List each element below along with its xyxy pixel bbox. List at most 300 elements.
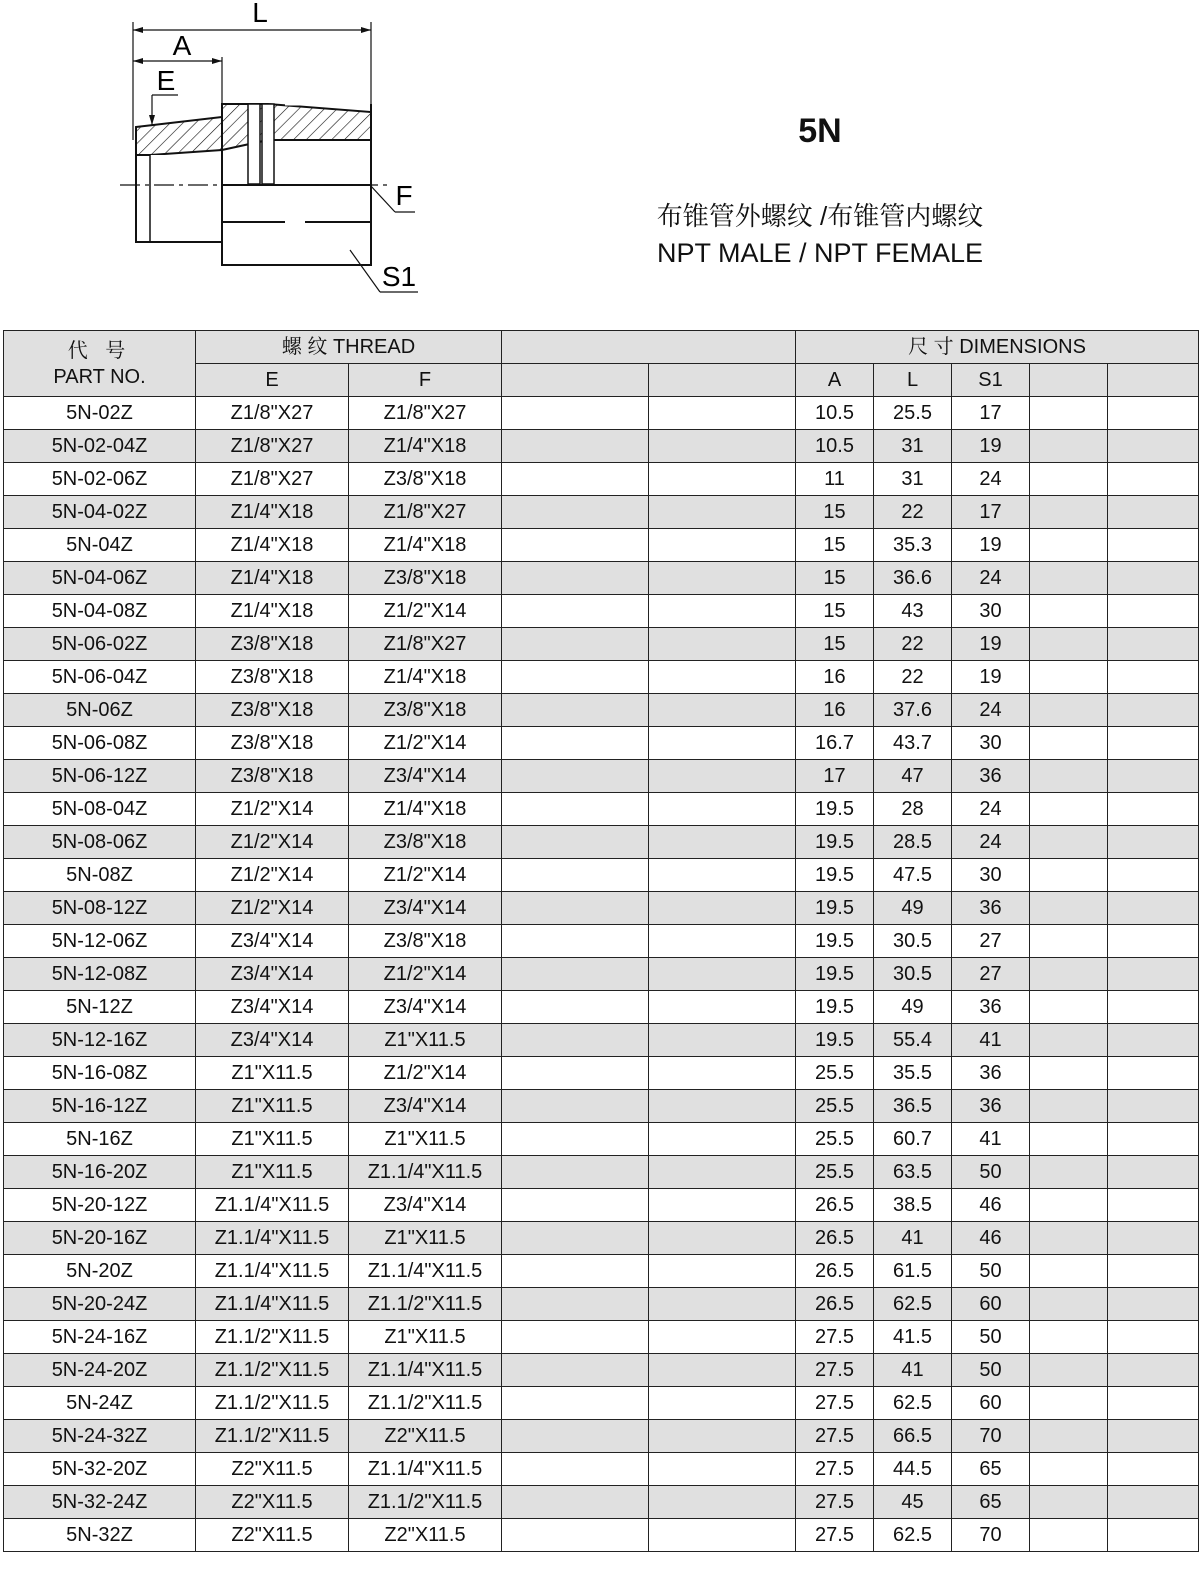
subtitle-chinese: 布锥管外螺纹 /布锥管内螺纹: [656, 201, 984, 231]
dim-a-cell: 10.5: [796, 430, 874, 463]
spec-table: [3, 330, 1199, 1552]
blank-cell: [1030, 1321, 1108, 1354]
blank-cell: [649, 628, 796, 661]
header-blank-2: [649, 364, 796, 397]
blank-cell: [502, 925, 649, 958]
dim-a-cell: 27.5: [796, 1486, 874, 1519]
label-a: A: [172, 30, 192, 61]
dim-l-cell: 44.5: [874, 1453, 952, 1486]
dim-s1-cell: 19: [952, 430, 1030, 463]
dim-l-cell: 35.3: [874, 529, 952, 562]
header-f: F: [349, 364, 502, 397]
part-no-cell: 5N-04-06Z: [4, 562, 196, 595]
blank-cell: [502, 958, 649, 991]
blank-cell: [502, 1321, 649, 1354]
blank-cell: [1108, 562, 1199, 595]
thread-f-cell: Z3/8"X18: [349, 925, 502, 958]
dim-s1-cell: 19: [952, 529, 1030, 562]
blank-cell: [502, 991, 649, 1024]
blank-cell: [502, 892, 649, 925]
dim-l-cell: 45: [874, 1486, 952, 1519]
dim-s1-cell: 50: [952, 1156, 1030, 1189]
blank-cell: [502, 1156, 649, 1189]
thread-f-cell: Z1.1/2"X11.5: [349, 1288, 502, 1321]
thread-e-cell: Z1.1/2"X11.5: [196, 1387, 349, 1420]
blank-cell: [1108, 1486, 1199, 1519]
thread-e-cell: Z3/4"X14: [196, 925, 349, 958]
dim-s1-cell: 36: [952, 892, 1030, 925]
dim-s1-cell: 30: [952, 595, 1030, 628]
thread-e-cell: Z1/4"X18: [196, 595, 349, 628]
blank-cell: [649, 1519, 796, 1552]
part-no-cell: 5N-02-06Z: [4, 463, 196, 496]
dim-a-cell: 15: [796, 562, 874, 595]
blank-cell: [649, 1024, 796, 1057]
blank-cell: [649, 1354, 796, 1387]
dim-a-cell: 25.5: [796, 1156, 874, 1189]
thread-e-cell: Z1.1/2"X11.5: [196, 1354, 349, 1387]
thread-f-cell: Z1/8"X27: [349, 628, 502, 661]
blank-cell: [649, 826, 796, 859]
thread-f-cell: Z1/2"X14: [349, 958, 502, 991]
blank-cell: [502, 1255, 649, 1288]
blank-cell: [1108, 397, 1199, 430]
part-no-cell: 5N-08-12Z: [4, 892, 196, 925]
dim-l-cell: 62.5: [874, 1519, 952, 1552]
thread-f-cell: Z2"X11.5: [349, 1519, 502, 1552]
thread-f-cell: Z1.1/4"X11.5: [349, 1453, 502, 1486]
blank-cell: [649, 1189, 796, 1222]
table-row: [4, 529, 1199, 562]
part-no-cell: 5N-12-06Z: [4, 925, 196, 958]
blank-cell: [502, 661, 649, 694]
dim-a-cell: 16: [796, 661, 874, 694]
blank-cell: [649, 793, 796, 826]
fitting-drawing: [0, 0, 460, 320]
blank-cell: [1030, 1453, 1108, 1486]
blank-cell: [1030, 1420, 1108, 1453]
thread-f-cell: Z1/8"X27: [349, 397, 502, 430]
blank-cell: [1108, 1354, 1199, 1387]
blank-cell: [1108, 463, 1199, 496]
blank-cell: [1030, 397, 1108, 430]
blank-cell: [1030, 793, 1108, 826]
blank-cell: [1030, 1057, 1108, 1090]
thread-f-cell: Z1/4"X18: [349, 430, 502, 463]
blank-cell: [1108, 694, 1199, 727]
blank-cell: [502, 1288, 649, 1321]
blank-cell: [1030, 529, 1108, 562]
part-no-cell: 5N-08Z: [4, 859, 196, 892]
table-row: [4, 859, 1199, 892]
table-row: [4, 1420, 1199, 1453]
blank-cell: [502, 628, 649, 661]
thread-e-cell: Z3/8"X18: [196, 661, 349, 694]
blank-cell: [502, 1123, 649, 1156]
thread-e-cell: Z1/2"X14: [196, 892, 349, 925]
dim-a-cell: 19.5: [796, 826, 874, 859]
blank-cell: [502, 1354, 649, 1387]
part-no-cell: 5N-20-24Z: [4, 1288, 196, 1321]
blank-cell: [1108, 1288, 1199, 1321]
dim-s1-cell: 46: [952, 1189, 1030, 1222]
blank-cell: [1108, 1255, 1199, 1288]
thread-f-cell: Z1/4"X18: [349, 661, 502, 694]
dim-l-cell: 38.5: [874, 1189, 952, 1222]
blank-cell: [1108, 991, 1199, 1024]
dim-l-cell: 43.7: [874, 727, 952, 760]
table-row: [4, 826, 1199, 859]
table-row: [4, 925, 1199, 958]
blank-cell: [1108, 1453, 1199, 1486]
table-row: [4, 892, 1199, 925]
blank-cell: [1030, 496, 1108, 529]
blank-cell: [502, 496, 649, 529]
blank-cell: [649, 1453, 796, 1486]
dim-l-cell: 36.5: [874, 1090, 952, 1123]
table-row: [4, 1024, 1199, 1057]
blank-cell: [1030, 727, 1108, 760]
thread-f-cell: Z3/4"X14: [349, 1090, 502, 1123]
part-no-cell: 5N-20-16Z: [4, 1222, 196, 1255]
thread-f-cell: Z1"X11.5: [349, 1123, 502, 1156]
blank-cell: [502, 1090, 649, 1123]
thread-f-cell: Z1/8"X27: [349, 496, 502, 529]
dim-l-cell: 47.5: [874, 859, 952, 892]
dim-s1-cell: 50: [952, 1321, 1030, 1354]
label-s1: S1: [381, 261, 417, 292]
header-s1: S1: [952, 364, 1030, 397]
dim-s1-cell: 30: [952, 859, 1030, 892]
blank-cell: [1030, 925, 1108, 958]
thread-e-cell: Z1/8"X27: [196, 463, 349, 496]
table-row: [4, 1156, 1199, 1189]
thread-f-cell: Z3/4"X14: [349, 760, 502, 793]
blank-cell: [1108, 727, 1199, 760]
blank-cell: [649, 727, 796, 760]
part-no-cell: 5N-32Z: [4, 1519, 196, 1552]
dim-a-cell: 25.5: [796, 1123, 874, 1156]
table-row: [4, 1321, 1199, 1354]
dim-a-cell: 19.5: [796, 793, 874, 826]
dim-l-cell: 66.5: [874, 1420, 952, 1453]
dim-a-cell: 27.5: [796, 1321, 874, 1354]
table-row: [4, 1057, 1199, 1090]
table-row: [4, 1288, 1199, 1321]
thread-f-cell: Z1.1/4"X11.5: [349, 1255, 502, 1288]
thread-f-cell: Z3/8"X18: [349, 694, 502, 727]
table-row: [4, 463, 1199, 496]
blank-cell: [1030, 1189, 1108, 1222]
table-row: [4, 1222, 1199, 1255]
dim-s1-cell: 36: [952, 1057, 1030, 1090]
dim-s1-cell: 50: [952, 1255, 1030, 1288]
blank-cell: [1108, 1090, 1199, 1123]
blank-cell: [1108, 1519, 1199, 1552]
dim-a-cell: 27.5: [796, 1420, 874, 1453]
blank-cell: [649, 1057, 796, 1090]
blank-cell: [1108, 1321, 1199, 1354]
blank-cell: [649, 1387, 796, 1420]
part-no-cell: 5N-24-20Z: [4, 1354, 196, 1387]
blank-cell: [502, 595, 649, 628]
dim-l-cell: 22: [874, 661, 952, 694]
header-dimensions: 尺 寸 DIMENSIONS: [796, 331, 1199, 364]
thread-f-cell: Z1.1/2"X11.5: [349, 1486, 502, 1519]
header-blank: [502, 331, 796, 364]
blank-cell: [502, 1057, 649, 1090]
dim-s1-cell: 70: [952, 1519, 1030, 1552]
blank-cell: [502, 1024, 649, 1057]
blank-cell: [649, 1288, 796, 1321]
blank-cell: [1030, 1222, 1108, 1255]
dim-s1-cell: 60: [952, 1387, 1030, 1420]
blank-cell: [502, 463, 649, 496]
dim-l-cell: 49: [874, 892, 952, 925]
table-row: [4, 1189, 1199, 1222]
dim-s1-cell: 24: [952, 793, 1030, 826]
blank-cell: [1030, 1354, 1108, 1387]
thread-f-cell: Z1.1/4"X11.5: [349, 1156, 502, 1189]
table-row: [4, 1387, 1199, 1420]
blank-cell: [1108, 430, 1199, 463]
thread-e-cell: Z2"X11.5: [196, 1519, 349, 1552]
blank-cell: [502, 826, 649, 859]
part-no-cell: 5N-20Z: [4, 1255, 196, 1288]
dim-s1-cell: 24: [952, 694, 1030, 727]
dim-l-cell: 63.5: [874, 1156, 952, 1189]
table-row: [4, 496, 1199, 529]
dim-a-cell: 15: [796, 496, 874, 529]
part-no-cell: 5N-04-02Z: [4, 496, 196, 529]
thread-e-cell: Z1.1/4"X11.5: [196, 1222, 349, 1255]
label-l: L: [252, 0, 268, 28]
dim-l-cell: 35.5: [874, 1057, 952, 1090]
table-row: [4, 1486, 1199, 1519]
blank-cell: [1108, 958, 1199, 991]
blank-cell: [1030, 562, 1108, 595]
label-e: E: [156, 65, 176, 96]
table-row: [4, 397, 1199, 430]
dim-l-cell: 28.5: [874, 826, 952, 859]
thread-f-cell: Z2"X11.5: [349, 1420, 502, 1453]
blank-cell: [502, 430, 649, 463]
blank-cell: [649, 694, 796, 727]
blank-cell: [649, 1321, 796, 1354]
thread-f-cell: Z1.1/4"X11.5: [349, 1354, 502, 1387]
dim-l-cell: 36.6: [874, 562, 952, 595]
thread-f-cell: Z1"X11.5: [349, 1321, 502, 1354]
header-thread: 螺 纹 THREAD: [196, 331, 502, 364]
part-no-cell: 5N-12-16Z: [4, 1024, 196, 1057]
dim-l-cell: 31: [874, 430, 952, 463]
dim-s1-cell: 17: [952, 397, 1030, 430]
dim-l-cell: 25.5: [874, 397, 952, 430]
blank-cell: [1108, 1057, 1199, 1090]
thread-e-cell: Z1/2"X14: [196, 793, 349, 826]
dim-l-cell: 62.5: [874, 1288, 952, 1321]
part-no-cell: 5N-24-32Z: [4, 1420, 196, 1453]
thread-e-cell: Z3/4"X14: [196, 958, 349, 991]
blank-cell: [649, 529, 796, 562]
table-row: [4, 958, 1199, 991]
blank-cell: [502, 1519, 649, 1552]
header-part-no: 代 号 PART NO.: [4, 331, 196, 397]
blank-cell: [1030, 430, 1108, 463]
blank-cell: [1108, 496, 1199, 529]
dim-s1-cell: 41: [952, 1123, 1030, 1156]
header-blank-4: [1108, 364, 1199, 397]
dim-l-cell: 60.7: [874, 1123, 952, 1156]
dim-s1-cell: 36: [952, 760, 1030, 793]
dim-l-cell: 41: [874, 1222, 952, 1255]
blank-cell: [649, 562, 796, 595]
header-blank-3: [1030, 364, 1108, 397]
dim-a-cell: 26.5: [796, 1255, 874, 1288]
dim-l-cell: 30.5: [874, 925, 952, 958]
dim-s1-cell: 41: [952, 1024, 1030, 1057]
thread-e-cell: Z1/4"X18: [196, 562, 349, 595]
blank-cell: [1108, 826, 1199, 859]
header-e: E: [196, 364, 349, 397]
thread-e-cell: Z1.1/2"X11.5: [196, 1321, 349, 1354]
blank-cell: [1030, 1255, 1108, 1288]
dim-a-cell: 27.5: [796, 1453, 874, 1486]
header-a: A: [796, 364, 874, 397]
blank-cell: [1030, 1288, 1108, 1321]
dim-a-cell: 16.7: [796, 727, 874, 760]
dim-l-cell: 49: [874, 991, 952, 1024]
header-l: L: [874, 364, 952, 397]
blank-cell: [1108, 1222, 1199, 1255]
part-no-cell: 5N-32-24Z: [4, 1486, 196, 1519]
blank-cell: [1108, 1189, 1199, 1222]
blank-cell: [649, 1420, 796, 1453]
dim-a-cell: 26.5: [796, 1222, 874, 1255]
blank-cell: [1030, 760, 1108, 793]
dim-a-cell: 15: [796, 529, 874, 562]
blank-cell: [1108, 1123, 1199, 1156]
thread-f-cell: Z1/2"X14: [349, 1057, 502, 1090]
dim-a-cell: 19.5: [796, 991, 874, 1024]
dim-s1-cell: 60: [952, 1288, 1030, 1321]
thread-e-cell: Z1"X11.5: [196, 1090, 349, 1123]
dim-a-cell: 27.5: [796, 1354, 874, 1387]
table-row: [4, 991, 1199, 1024]
blank-cell: [1108, 1156, 1199, 1189]
thread-e-cell: Z1.1/4"X11.5: [196, 1255, 349, 1288]
blank-cell: [1108, 1387, 1199, 1420]
thread-e-cell: Z3/4"X14: [196, 991, 349, 1024]
blank-cell: [1030, 1387, 1108, 1420]
part-no-cell: 5N-06-02Z: [4, 628, 196, 661]
thread-e-cell: Z2"X11.5: [196, 1486, 349, 1519]
part-no-cell: 5N-06-12Z: [4, 760, 196, 793]
table-row: [4, 727, 1199, 760]
dim-l-cell: 55.4: [874, 1024, 952, 1057]
blank-cell: [649, 595, 796, 628]
blank-cell: [502, 1420, 649, 1453]
part-no-cell: 5N-12Z: [4, 991, 196, 1024]
blank-cell: [502, 529, 649, 562]
dim-a-cell: 19.5: [796, 892, 874, 925]
blank-cell: [502, 793, 649, 826]
thread-f-cell: Z3/8"X18: [349, 562, 502, 595]
table-row: [4, 1354, 1199, 1387]
thread-f-cell: Z3/4"X14: [349, 892, 502, 925]
blank-cell: [1030, 1090, 1108, 1123]
blank-cell: [502, 1387, 649, 1420]
part-no-cell: 5N-12-08Z: [4, 958, 196, 991]
blank-cell: [649, 1123, 796, 1156]
dim-a-cell: 19.5: [796, 925, 874, 958]
thread-e-cell: Z1"X11.5: [196, 1156, 349, 1189]
thread-f-cell: Z1"X11.5: [349, 1222, 502, 1255]
part-no-cell: 5N-02-04Z: [4, 430, 196, 463]
part-no-cell: 5N-04-08Z: [4, 595, 196, 628]
blank-cell: [649, 1090, 796, 1123]
dim-s1-cell: 24: [952, 826, 1030, 859]
blank-cell: [649, 991, 796, 1024]
thread-e-cell: Z1/8"X27: [196, 397, 349, 430]
blank-cell: [1030, 1024, 1108, 1057]
blank-cell: [649, 661, 796, 694]
header-blank-1: [502, 364, 649, 397]
thread-e-cell: Z1.1/4"X11.5: [196, 1189, 349, 1222]
dim-a-cell: 15: [796, 595, 874, 628]
dim-s1-cell: 70: [952, 1420, 1030, 1453]
blank-cell: [1108, 529, 1199, 562]
dim-a-cell: 15: [796, 628, 874, 661]
thread-e-cell: Z3/8"X18: [196, 760, 349, 793]
blank-cell: [1030, 991, 1108, 1024]
blank-cell: [1108, 925, 1199, 958]
dim-a-cell: 25.5: [796, 1090, 874, 1123]
thread-e-cell: Z1/4"X18: [196, 529, 349, 562]
dim-a-cell: 26.5: [796, 1288, 874, 1321]
table-row: [4, 760, 1199, 793]
thread-f-cell: Z1/4"X18: [349, 529, 502, 562]
part-no-cell: 5N-06-08Z: [4, 727, 196, 760]
blank-cell: [649, 496, 796, 529]
dim-s1-cell: 65: [952, 1486, 1030, 1519]
table-row: [4, 595, 1199, 628]
dim-l-cell: 62.5: [874, 1387, 952, 1420]
table-row: [4, 562, 1199, 595]
part-no-cell: 5N-24Z: [4, 1387, 196, 1420]
thread-e-cell: Z3/8"X18: [196, 694, 349, 727]
blank-cell: [502, 760, 649, 793]
blank-cell: [649, 397, 796, 430]
dim-a-cell: 11: [796, 463, 874, 496]
blank-cell: [1108, 859, 1199, 892]
blank-cell: [1030, 628, 1108, 661]
thread-f-cell: Z1/2"X14: [349, 727, 502, 760]
table-row: [4, 430, 1199, 463]
dim-s1-cell: 24: [952, 463, 1030, 496]
table-row: [4, 694, 1199, 727]
dim-s1-cell: 19: [952, 661, 1030, 694]
blank-cell: [649, 1156, 796, 1189]
thread-f-cell: Z1/2"X14: [349, 595, 502, 628]
blank-cell: [502, 859, 649, 892]
dim-a-cell: 19.5: [796, 859, 874, 892]
dim-l-cell: 22: [874, 496, 952, 529]
blank-cell: [649, 892, 796, 925]
dim-l-cell: 47: [874, 760, 952, 793]
table-row: [4, 1090, 1199, 1123]
dim-s1-cell: 46: [952, 1222, 1030, 1255]
